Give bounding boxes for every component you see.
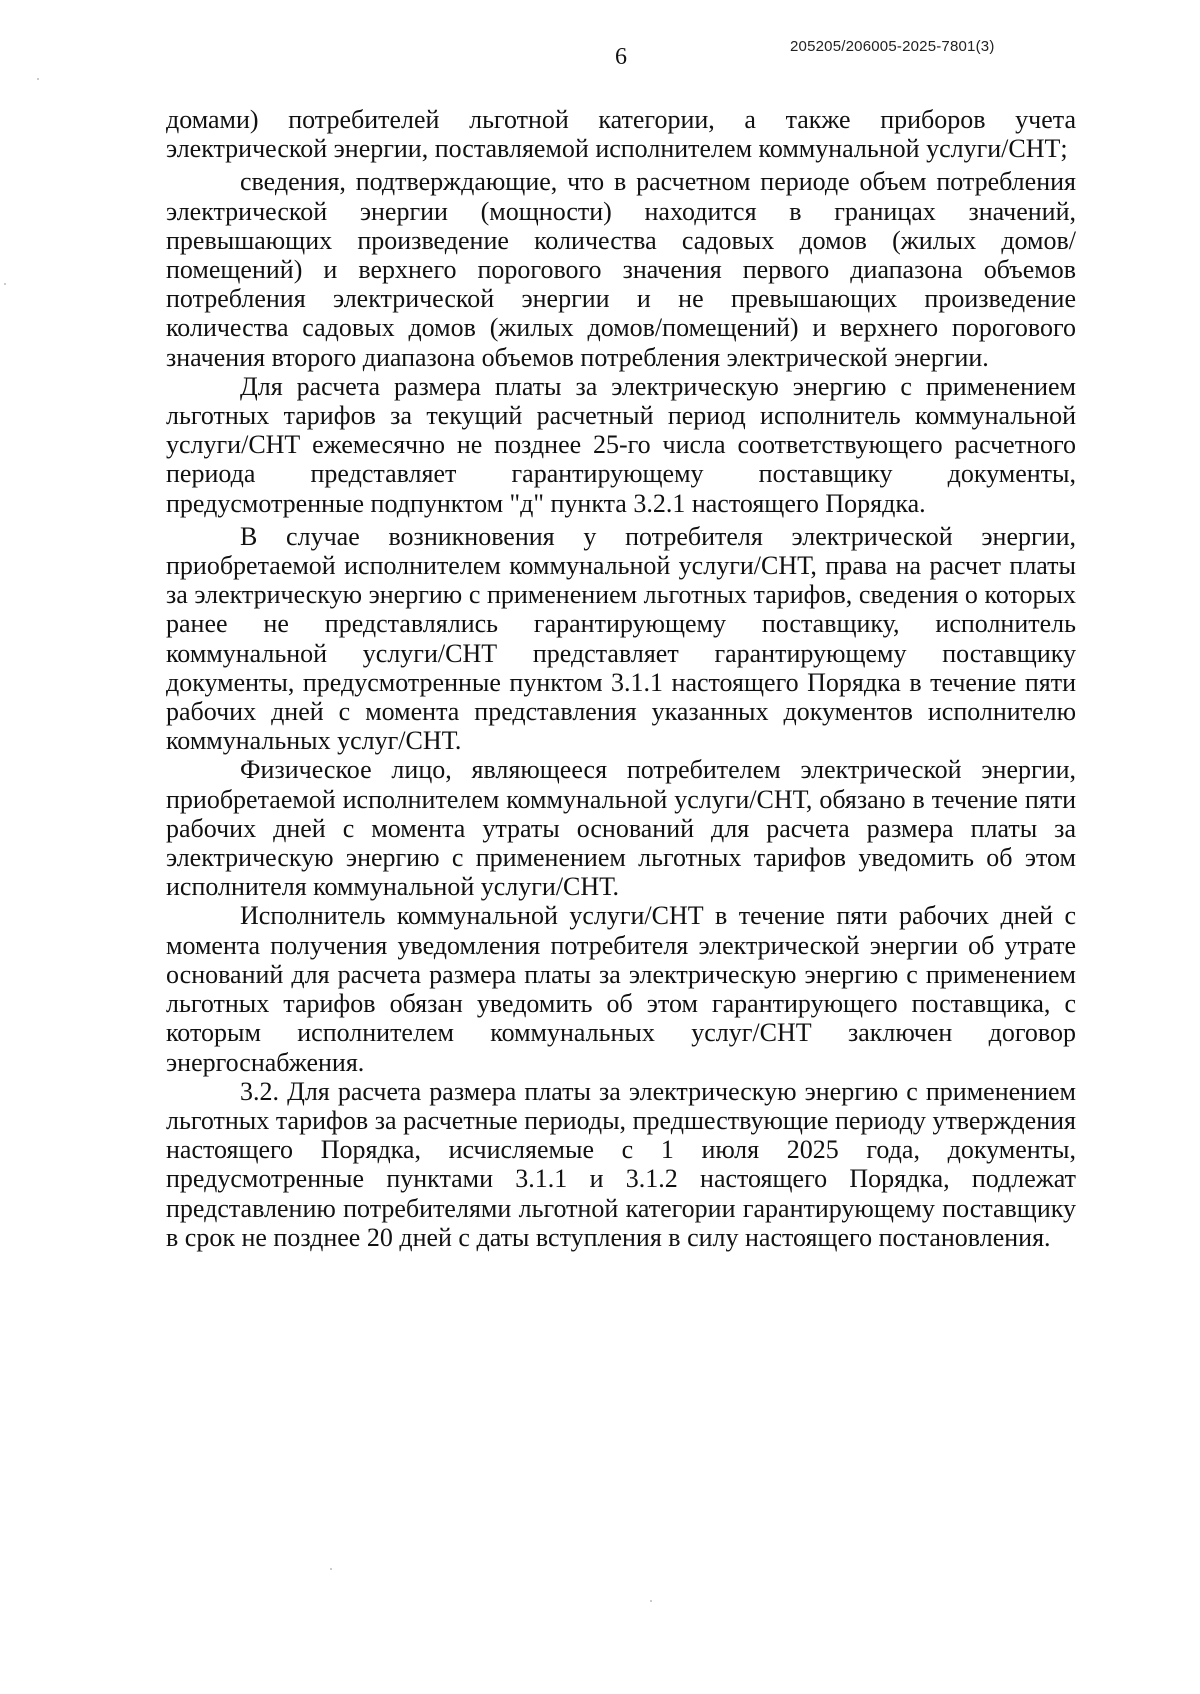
paragraph-executor-obligation: Исполнитель коммунальной услуги/СНТ в течение пяти рабочих дней с момента получения уведомления потребителя электрической энергии об утрате оснований для расчета размера платы за электрическую энергию с применением льготных тарифов обязан уведомить об этом гарантирующего поставщика, с которым исполнителем коммунальных услуг/СНТ заключен договор энергоснабжения. [166,901,1076,1077]
document-registration-number: 205205/206005-2025-7801(3) [790,38,995,55]
page-number: 6 [615,44,627,70]
paragraph-individual-obligation: Физическое лицо, являющееся потребителем электрической энергии, приобретаемой исполнителем коммунальной услуги/СНТ, обязано в течение пяти рабочих дней с момента утраты оснований для расчета размера платы за электрическую энергию с применением льготных тарифов уведомить об этом исполнителя коммунальной услуги/СНТ. [166,755,1076,902]
paragraph-monthly-submission: Для расчета размера платы за электрическую энергию с применением льготных тарифов за текущий расчетный период исполнитель коммунальной услуги/СНТ ежемесячно не позднее 25-го числа соответствующего расчетного периода представляет гарантирующему поставщику документы, предусмотренные подпунктом "д" пункта 3.2.1 настоящего Порядка. [166,371,1076,518]
scan-speck [650,1600,652,1602]
scan-speck [330,1568,332,1570]
paragraph-threshold-info: сведения, подтверждающие, что в расчетном периоде объем потребления электрической энергии (мощности) находится в границах значений, превышающих произведение количества садовых домов (жилых домов/помещений) и верхнего порогового значения первого диапазона объемов потребления электрической энергии и не превышающих произведение количества садовых домов (жилых домов/помещений) и верхнего порогового значения второго диапазона объемов потребления электрической энергии. [166,167,1076,372]
scan-speck [4,283,6,285]
paragraph-section-3-2: 3.2. Для расчета размера платы за электрическую энергию с применением льготных тарифов за расчетные периоды, предшествующие периоду утверждения настоящего Порядка, исчисляемые с 1 июля 2025 года, документы, предусмотренные пунктами 3.1.1 и 3.1.2 настоящего Порядка, подлежат представлению потребителями льготной категории гарантирующему поставщику в срок не позднее 20 дней с даты вступления в силу настоящего постановления. [166,1076,1076,1252]
paragraph-continuation: домами) потребителей льготной категории, а также приборов учета электрической энергии, поставляемой исполнителем коммунальной услуги/СНТ; [166,105,1076,164]
paragraph-new-rights: В случае возникновения у потребителя электрической энергии, приобретаемой исполнителем коммунальной услуги/СНТ, права на расчет платы за электрическую энергию с применением льготных тарифов, сведения о которых ранее не представлялись гарантирующему поставщику, исполнитель коммунальной услуги/СНТ представляет гарантирующему поставщику документы, предусмотренные пунктом 3.1.1 настоящего Порядка в течение пяти рабочих дней с момента представления указанных документов исполнителю коммунальных услуг/СНТ. [166,521,1076,756]
document-body [166,105,1076,1252]
scan-speck [37,78,39,80]
